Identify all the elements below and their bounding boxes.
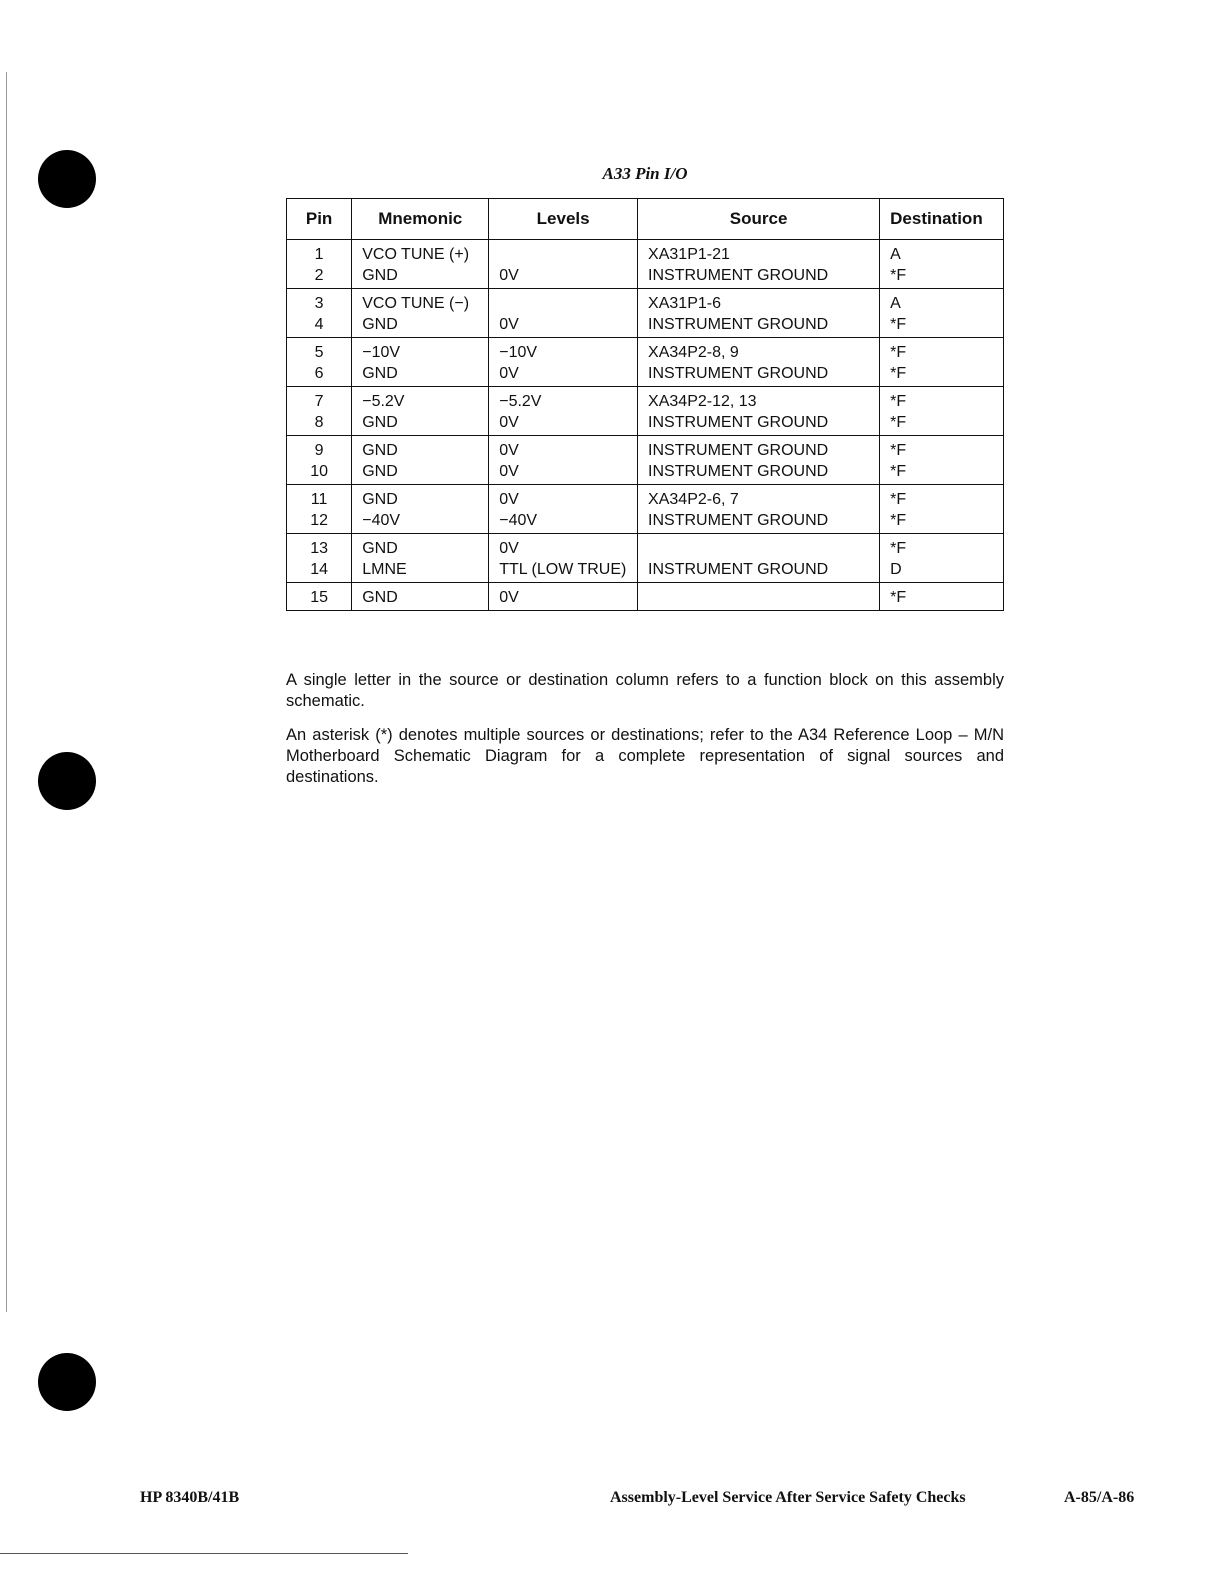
cell-mnemonic [352, 387, 489, 436]
mnemonic-value: LMNE [362, 561, 407, 578]
source-value: INSTRUMENT GROUND [648, 463, 829, 480]
mnemonic-value: VCO TUNE (−) [362, 295, 470, 312]
source-value: XA31P1-21 [648, 246, 730, 263]
cell-pin [287, 387, 352, 436]
cell-mnemonic [352, 583, 489, 611]
mnemonic-value: VCO TUNE (+) [362, 246, 470, 263]
levels-value: 0V [499, 589, 519, 606]
mnemonic-value: GND [362, 491, 398, 508]
destination-value: *F [890, 589, 907, 606]
pin-value: 13 [310, 540, 328, 557]
destination-value: *F [890, 316, 907, 333]
cell-destination [880, 338, 1004, 387]
destination-value: D [890, 561, 902, 578]
cell-levels [489, 485, 638, 534]
levels-value [499, 293, 627, 314]
source-value: INSTRUMENT GROUND [648, 512, 829, 529]
levels-value: 0V [499, 442, 519, 459]
source-value: INSTRUMENT GROUND [648, 267, 829, 284]
table-row [287, 485, 1004, 534]
destination-value: *F [890, 463, 907, 480]
destination-value: A [890, 295, 901, 312]
pin-value: 2 [314, 267, 324, 284]
table-row [287, 289, 1004, 338]
source-value: INSTRUMENT GROUND [648, 316, 829, 333]
pin-value: 1 [314, 246, 324, 263]
mnemonic-value: −40V [362, 512, 401, 529]
column-header-mnemonic: Mnemonic [352, 199, 489, 240]
destination-value: *F [890, 512, 907, 529]
source-value: XA34P2-8, 9 [648, 344, 739, 361]
cell-source [638, 485, 880, 534]
pin-value: 11 [310, 491, 328, 508]
cell-levels [489, 583, 638, 611]
source-value: XA34P2-6, 7 [648, 491, 739, 508]
table-title: A33 Pin I/O [602, 164, 688, 183]
cell-destination [880, 436, 1004, 485]
levels-value: 0V [499, 414, 519, 431]
levels-value: 0V [499, 365, 519, 382]
destination-value: A [890, 246, 901, 263]
table-row [287, 583, 1004, 611]
cell-levels [489, 534, 638, 583]
destination-value: *F [890, 540, 907, 557]
table-row [287, 387, 1004, 436]
mnemonic-value: GND [362, 316, 398, 333]
source-value: XA31P1-6 [648, 295, 721, 312]
cell-pin [287, 583, 352, 611]
cell-source [638, 240, 880, 289]
pin-value: 10 [310, 463, 328, 480]
table-row [287, 338, 1004, 387]
mnemonic-value: −5.2V [362, 393, 405, 410]
cell-destination [880, 485, 1004, 534]
cell-mnemonic [352, 289, 489, 338]
column-header-pin: Pin [287, 199, 352, 240]
pin-value: 9 [314, 442, 324, 459]
levels-value: 0V [499, 540, 519, 557]
cell-pin [287, 485, 352, 534]
mnemonic-value: GND [362, 414, 398, 431]
source-value: INSTRUMENT GROUND [648, 561, 829, 578]
pin-value: 8 [314, 414, 324, 431]
cell-pin [287, 338, 352, 387]
mnemonic-value: GND [362, 442, 398, 459]
source-value: INSTRUMENT GROUND [648, 365, 829, 382]
punch-hole [38, 752, 96, 810]
mnemonic-value: GND [362, 540, 398, 557]
cell-pin [287, 436, 352, 485]
pin-value: 3 [314, 295, 324, 312]
mnemonic-value: −10V [362, 344, 401, 361]
cell-mnemonic [352, 485, 489, 534]
pin-value: 14 [310, 561, 328, 578]
source-value: INSTRUMENT GROUND [648, 414, 829, 431]
cell-pin [287, 534, 352, 583]
cell-mnemonic [352, 436, 489, 485]
pin-value: 5 [314, 344, 324, 361]
table-row [287, 534, 1004, 583]
cell-levels [489, 387, 638, 436]
note-asterisk: An asterisk (*) denotes multiple sources or destinations; refer to the A34 Reference Loop – M/N Motherboard Schematic Diagram for a complete representation of signal sources and destinations. [286, 725, 1004, 786]
levels-value: 0V [499, 316, 519, 333]
levels-value: −40V [499, 512, 538, 529]
destination-value: *F [890, 414, 907, 431]
footer-model: HP 8340B/41B [140, 1489, 240, 1506]
levels-value: 0V [499, 267, 519, 284]
cell-mnemonic [352, 240, 489, 289]
destination-value: *F [890, 491, 907, 508]
cell-destination [880, 583, 1004, 611]
pin-value: 7 [314, 393, 324, 410]
bottom-rule [0, 1553, 408, 1554]
pin-value: 6 [314, 365, 324, 382]
mnemonic-value: GND [362, 589, 398, 606]
source-value: INSTRUMENT GROUND [648, 442, 829, 459]
punch-hole [38, 1353, 96, 1411]
destination-value: *F [890, 267, 907, 284]
column-header-destination: Destination [880, 199, 1004, 240]
cell-pin [287, 289, 352, 338]
levels-value: 0V [499, 463, 519, 480]
table-row [287, 240, 1004, 289]
cell-source [638, 436, 880, 485]
column-header-levels: Levels [489, 199, 638, 240]
cell-destination [880, 534, 1004, 583]
cell-levels [489, 240, 638, 289]
cell-mnemonic [352, 534, 489, 583]
destination-value: *F [890, 344, 907, 361]
binder-margin-line [6, 72, 7, 1312]
table-row [287, 436, 1004, 485]
source-value: XA34P2-12, 13 [648, 393, 757, 410]
mnemonic-value: GND [362, 463, 398, 480]
footer-page-number: A-85/A-86 [1064, 1489, 1135, 1506]
pin-value: 15 [310, 589, 328, 606]
table-header-row [287, 199, 1004, 240]
cell-destination [880, 289, 1004, 338]
note-single-letter: A single letter in the source or destination column refers to a function block on this assembly schematic. [286, 670, 1004, 710]
cell-source [638, 289, 880, 338]
cell-levels [489, 436, 638, 485]
cell-destination [880, 387, 1004, 436]
cell-destination [880, 240, 1004, 289]
destination-value: *F [890, 393, 907, 410]
cell-pin [287, 240, 352, 289]
levels-value [499, 244, 627, 265]
levels-value: −5.2V [499, 393, 542, 410]
destination-value: *F [890, 442, 907, 459]
cell-mnemonic [352, 338, 489, 387]
source-value [648, 538, 869, 559]
mnemonic-value: GND [362, 365, 398, 382]
cell-source [638, 534, 880, 583]
column-header-source: Source [638, 199, 880, 240]
cell-source [638, 387, 880, 436]
levels-value: TTL (LOW TRUE) [499, 561, 627, 578]
pin-value: 12 [310, 512, 328, 529]
source-value [648, 587, 869, 608]
pin-io-table [286, 198, 1004, 611]
cell-levels [489, 338, 638, 387]
mnemonic-value: GND [362, 267, 398, 284]
cell-source [638, 338, 880, 387]
cell-source [638, 583, 880, 611]
destination-value: *F [890, 365, 907, 382]
cell-levels [489, 289, 638, 338]
levels-value: −10V [499, 344, 538, 361]
levels-value: 0V [499, 491, 519, 508]
pin-value: 4 [314, 316, 324, 333]
footer-section-title: Assembly-Level Service After Service Safety Checks [610, 1489, 966, 1506]
punch-hole [38, 150, 96, 208]
